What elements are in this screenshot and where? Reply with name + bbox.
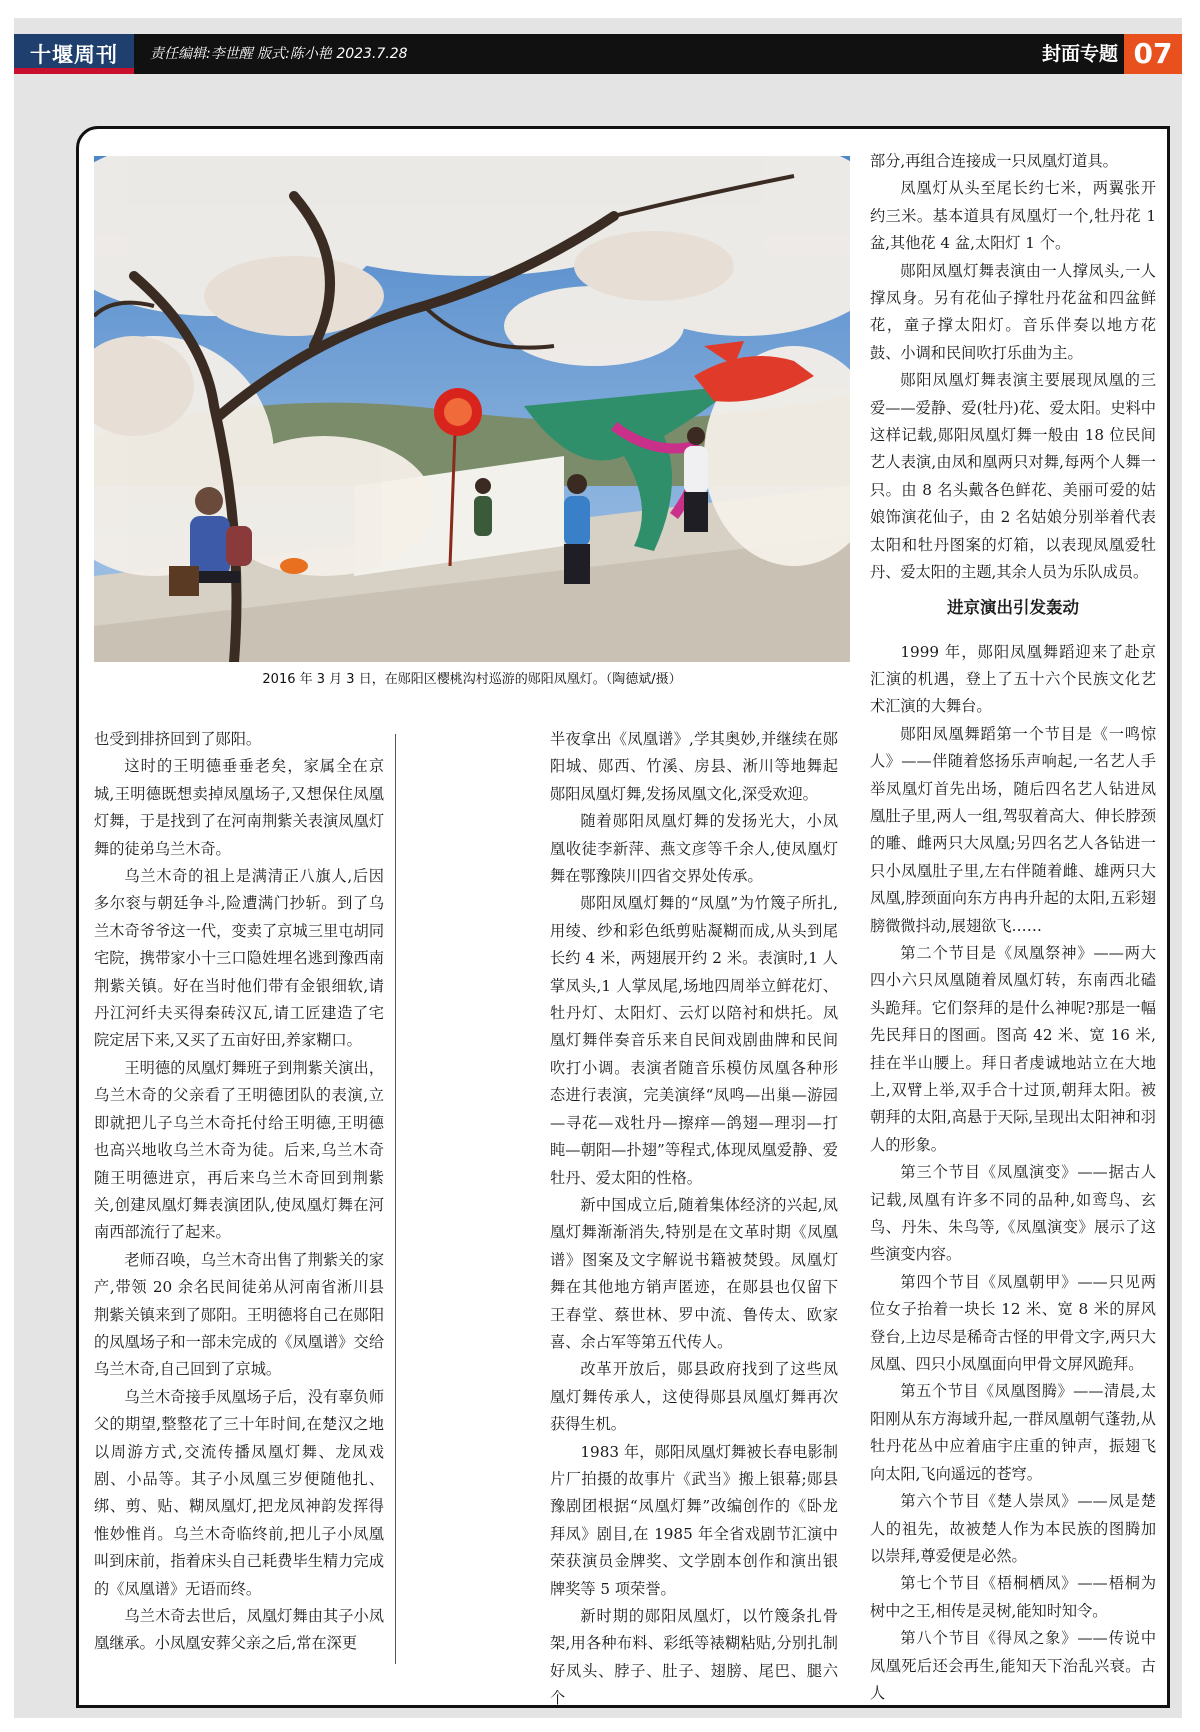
paragraph: 第六个节目《楚人崇凤》——凤是楚人的祖先，故被楚人作为本民族的图腾加以崇拜,尊爱便是必然。 [870, 1492, 1156, 1565]
page-number: 07 [1124, 34, 1182, 74]
article-column-2 [550, 726, 838, 1713]
paragraph: 郧阳凤凰舞蹈第一个节目是《一鸣惊人》——伴随着悠扬乐声响起,一名艺人手举凤凰灯首先出场，随后四名艺人钻进凤凰肚子里,两人一组,驾驭着高大、伸长脖颈的雕、雌两只大凤凰;另四名艺人各钻进一只小凤凰肚子里,左右伴随着雌、雄两只大凤凰,脖颈面向东方冉冉升起的太阳,五彩翅膀微微抖动,展翅欲飞…… [870, 724, 1156, 935]
paragraph: 凤凰灯从头至尾长约七米，两翼张开约三米。基本道具有凤凰灯一个,牡丹花 1 盆,其他花 4 盆,太阳灯 1 个。 [870, 179, 1156, 253]
masthead-accent-bar [14, 68, 134, 74]
paragraph: 第二个节目是《凤凰祭神》——两大四小六只凤凰随着凤凰灯转，东南西北磕头跪拜。它们祭拜的是什么神呢?那是一幅先民拜日的图画。图高 42 米、宽 16 米,挂在半山腰上。拜日者虔诚地站立在大地上,双臂上举,双手合十过顶,朝拜太阳。被朝拜的太阳,高悬于天际,呈现出太阳神和羽人的形象。 [870, 943, 1156, 1154]
paragraph: 1983 年，郧阳凤凰灯舞被长春电影制片厂拍摄的故事片《武当》搬上银幕;郧县豫剧团根据“凤凰灯舞”改编创作的《卧龙拜凤》剧目,在 1985 年全省戏剧节汇演中荣获演员金牌奖、文学剧本创作和演出银牌奖等 5 项荣誉。 [550, 1442, 838, 1598]
paragraph: 也受到排挤回到了郧阳。 [94, 730, 262, 748]
paragraph: 第三个节目《凤凰演变》——据古人记载,凤凰有许多不同的品种,如鸾鸟、玄鸟、丹朱、朱鸟等,《凤凰演变》展示了这些演变内容。 [870, 1163, 1156, 1264]
article-column-3 [870, 148, 1156, 1707]
paragraph: 新时期的郧阳凤凰灯，以竹篾条扎骨架,用各种布料、彩纸等裱糊粘贴,分别扎制好凤头、脖子、肚子、翅膀、尾巴、腿六个 [550, 1607, 838, 1708]
column-divider [395, 734, 396, 1664]
paragraph: 乌兰木奇的祖上是满清正八旗人,后因多尔衮与朝廷争斗,险遭满门抄斩。到了乌兰木奇爷爷这一代，变卖了京城三里屯胡同宅院，携带家小十三口隐姓埋名逃到豫西南荆紫关镇。好在当时他们带有金银细软,请丹江河纤夫买得秦砖汉瓦,请工匠建造了宅院定居下来,又买了五亩好田,养家糊口。 [94, 867, 384, 1050]
article-column-1 [94, 726, 384, 1658]
paragraph: 郧阳凤凰灯舞的“凤凰”为竹篾子所扎,用绫、纱和彩色纸剪贴凝糊而成,从头到尾长约 4 米，两翅展开约 2 米。表演时,1 人掌凤头,1 人掌凤尾,场地四周举立鲜花灯、牡丹灯、太阳灯、云灯以陪衬和烘托。凤凰灯舞伴奏音乐来自民间戏剧曲牌和民间吹打小调。表演者随音乐模仿凤凰各种形态进行表演，完美演绎“凤鸣—出巢—游园—寻花—戏牡丹—擦痒—鸽翅—理羽—打盹—朝阳—扑翅”等程式,体现凤凰爱静、爱牡丹、爱太阳的性格。 [550, 894, 838, 1187]
paragraph: 1999 年，郧阳凤凰舞蹈迎来了赴京汇演的机遇，登上了五十六个民族文化艺术汇演的大舞台。 [870, 642, 1156, 716]
photo-caption: 2016 年 3 月 3 日，在郧阳区樱桃沟村巡游的郧阳凤凰灯。（陶德斌/摄） [262, 672, 682, 687]
paragraph: 第四个节目《凤凰朝甲》——只见两位女子抬着一块长 12 米、宽 8 米的屏风登台,上边尽是稀奇古怪的甲骨文字,两只大凤凰、四只小凤凰面向甲骨文屏风跪拜。 [870, 1272, 1156, 1374]
section-subheading: 进京演出引发轰动 [947, 597, 1079, 617]
paragraph: 郧阳凤凰灯舞表演主要展现凤凰的三爱——爱静、爱(牡丹)花、爱太阳。史料中这样记载,郧阳凤凰灯舞一般由 18 位民间艺人表演,由凤和凰两只对舞,每两个人舞一只。由 8 名头戴各色鲜花、美丽可爱的姑娘饰演花仙子，由 2 名姑娘分别举着代表太阳和牡丹图案的灯箱，以表现凤凰爱牡丹、爱太阳的主题,其余人员为乐队成员。 [870, 371, 1156, 582]
page-header [14, 34, 1182, 74]
paragraph: 乌兰木奇接手凤凰场子后，没有辜负师父的期望,整整花了三十年时间,在楚汉之地以周游方式,交流传播凤凰灯舞、龙凤戏剧、小品等。其子小凤凰三岁便随他扎、绑、剪、贴、糊凤凰灯,把龙凤神韵发挥得惟妙惟肖。乌兰木奇临终前,把儿子小凤凰叫到床前，指着床头自己耗费毕生精力完成的《凤凰谱》无语而终。 [94, 1387, 384, 1598]
paragraph: 随着郧阳凤凰灯舞的发扬光大，小凤凰收徒李新萍、燕文彦等千余人,使凤凰灯舞在鄂豫陕川四省交界处传承。 [550, 812, 838, 886]
paragraph: 乌兰木奇去世后，凤凰灯舞由其子小凤凰继承。小凤凰安葬父亲之后,常在深更 [94, 1607, 384, 1653]
editor-credits: 责任编辑:李世醒 版式:陈小艳 2023.7.28 [150, 46, 408, 62]
cherry-blossom-parade-illustration [94, 156, 850, 662]
paragraph: 这时的王明德垂垂老矣，家属全在京城,王明德既想卖掉凤凰场子,又想保住凤凰灯舞，于是找到了在河南荆紫关表演凤凰灯舞的徒弟乌兰木奇。 [94, 757, 384, 858]
paragraph: 王明德的凤凰灯舞班子到荆紫关演出，乌兰木奇的父亲看了王明德团队的表演,立即就把儿子乌兰木奇托付给王明德,王明德也高兴地收乌兰木奇为徒。后来,乌兰木奇随王明德进京，再后来乌兰木奇回到荆紫关,创建凤凰灯舞表演团队,使凤凰灯舞在河南西部流行了起来。 [94, 1058, 384, 1242]
paragraph: 郧阳凤凰灯舞表演由一人撑凤头,一人撑凤身。另有花仙子撑牡丹花盆和四盆鲜花，童子撑太阳灯。音乐伴奏以地方花鼓、小调和民间吹打乐曲为主。 [870, 261, 1156, 362]
paragraph: 新中国成立后,随着集体经济的兴起,凤凰灯舞渐渐消失,特别是在文革时期《凤凰谱》图案及文字解说书籍被焚毁。凤凰灯舞在其他地方销声匿迹，在郧县也仅留下王春堂、蔡世林、罗中流、鲁传太、欧家喜、余占军等第五代传人。 [550, 1195, 838, 1351]
article-photo [94, 156, 850, 662]
paragraph: 改革开放后，郧县政府找到了这些凤凰灯舞传承人，这使得郧县凤凰灯舞再次获得生机。 [550, 1360, 838, 1434]
paragraph: 第八个节目《得凤之象》——传说中凤凰死后还会再生,能知天下治乱兴衰。古人 [870, 1629, 1156, 1702]
section-title: 封面专题 [1041, 43, 1118, 65]
paragraph: 半夜拿出《凤凰谱》,学其奥妙,并继续在郧阳城、郧西、竹溪、房县、淅川等地舞起郧阳凤凰灯舞,发扬凤凰文化,深受欢迎。 [550, 730, 838, 803]
paragraph: 第七个节目《梧桐栖凤》——梧桐为树中之王,相传是灵树,能知时知令。 [870, 1574, 1156, 1620]
masthead-logo: 十堰周刊 [14, 34, 134, 74]
paragraph: 部分,再组合连接成一只凤凰灯道具。 [870, 152, 1118, 170]
paragraph: 第五个节目《凤凰图腾》——清晨,太阳刚从东方海域升起,一群凤凰朝气蓬勃,从牡丹花丛中应着庙宇庄重的钟声，振翅飞向太阳,飞向遥远的苍穹。 [870, 1382, 1156, 1483]
paragraph: 老师召唤，乌兰木奇出售了荆紫关的家产,带领 20 余名民间徒弟从河南省淅川县荆紫关镇来到了郧阳。王明德将自己在郧阳的凤凰场子和一部未完成的《凤凰谱》交给乌兰木奇,自己回到了京城。 [94, 1250, 384, 1379]
